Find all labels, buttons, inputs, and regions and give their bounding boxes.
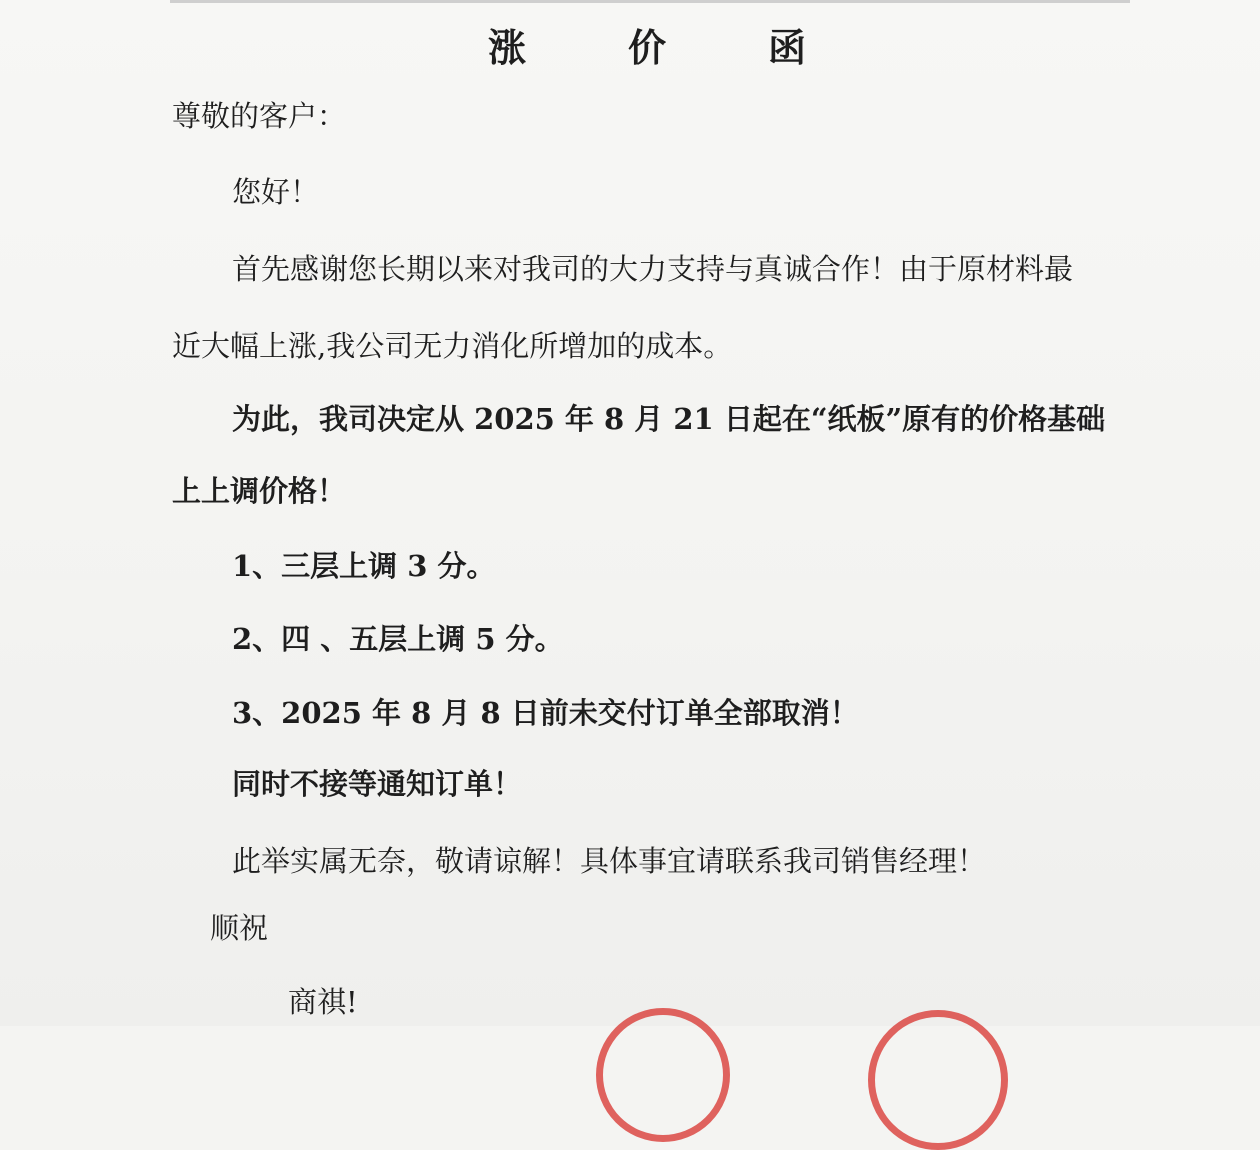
company-seal-stamp xyxy=(596,1008,730,1142)
list-item-3: 3、2025 年 8 月 8 日前未交付订单全部取消！ xyxy=(232,696,859,730)
top-divider xyxy=(170,0,1130,3)
closing-wish: 顺祝 xyxy=(210,911,269,945)
paragraph-2-line-2: 上上调价格！ xyxy=(172,474,347,508)
letter-title: 涨价函 xyxy=(488,25,909,70)
apology-line: 此举实属无奈，敬请谅解！具体事宜请联系我司销售经理！ xyxy=(232,844,987,878)
paragraph-2-line-1: 为此，我司决定从 2025 年 8 月 21 日起在“纸板”原有的价格基础 xyxy=(232,402,1106,436)
closing-regards: 商祺! xyxy=(288,985,358,1019)
list-item-2: 2、四 、五层上调 5 分。 xyxy=(232,622,564,656)
list-item-1: 1、三层上调 3 分。 xyxy=(232,549,496,583)
contract-seal-stamp xyxy=(868,1010,1008,1150)
paragraph-1-line-2: 近大幅上涨,我公司无力消化所增加的成本。 xyxy=(172,329,733,363)
notice-line: 同时不接等通知订单！ xyxy=(232,767,523,801)
greeting: 您好！ xyxy=(232,175,320,209)
paragraph-1-line-1: 首先感谢您长期以来对我司的大力支持与真诚合作！由于原材料最 xyxy=(232,252,1074,286)
salutation: 尊敬的客户： xyxy=(172,99,347,133)
